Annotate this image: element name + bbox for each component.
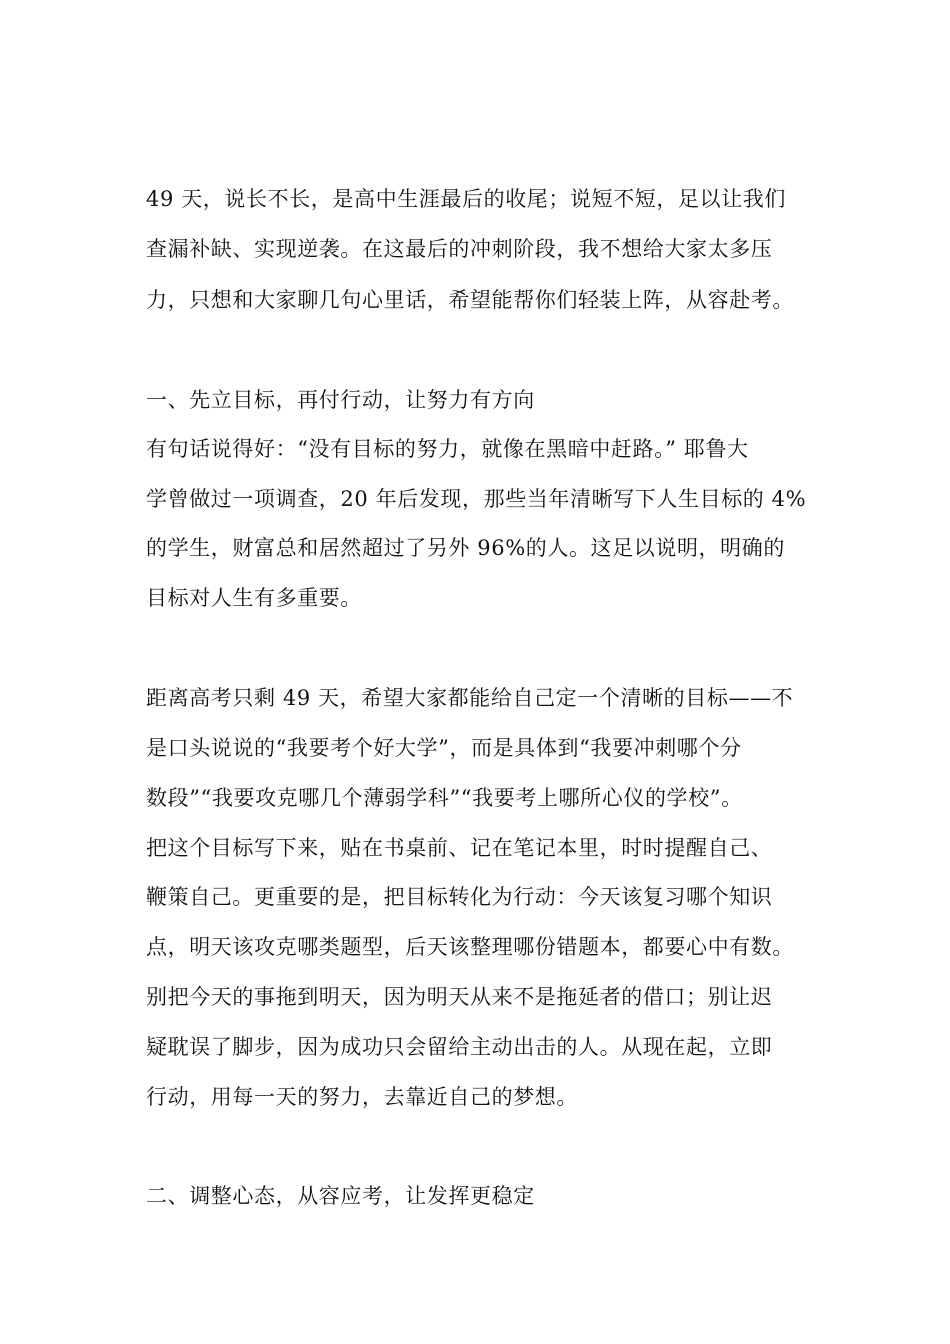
intro-line-2: 查漏补缺、实现逆袭。在这最后的冲刺阶段，我不想给大家太多压 — [146, 237, 773, 261]
section1-para2-line-1: 距离高考只剩 49 天，希望大家都能给自己定一个清晰的目标——不 — [146, 686, 794, 710]
section1-para2-line-3: 数段”“我要攻克哪几个薄弱学科”“我要考上哪所心仪的学校”。 — [146, 786, 743, 810]
section1-para1-line-3: 的学生，财富总和居然超过了另外 96%的人。这足以说明，明确的 — [146, 536, 785, 560]
section1-para2-line-2: 是口头说说的“我要考个好大学”，而是具体到“我要冲刺哪个分 — [146, 736, 742, 760]
section1-para2-line-9: 行动，用每一天的努力，去靠近自己的梦想。 — [146, 1085, 578, 1109]
section1-para2-line-6: 点，明天该攻克哪类题型，后天该整理哪份错题本，都要心中有数。 — [146, 935, 794, 959]
section1-para1-line-2: 学曾做过一项调查，20 年后发现，那些当年清晰写下人生目标的 4% — [146, 487, 807, 511]
section1-para1-line-1: 有句话说得好：“没有目标的努力，就像在黑暗中赶路。” 耶鲁大 — [146, 437, 749, 461]
intro-line-3: 力，只想和大家聊几句心里话，希望能帮你们轻装上阵，从容赴考。 — [146, 288, 794, 312]
section1-para2-line-5: 鞭策自己。更重要的是，把目标转化为行动：今天该复习哪个知识 — [146, 885, 773, 909]
section1-heading: 一、先立目标，再付行动，让努力有方向 — [146, 388, 535, 412]
section1-para1-line-4: 目标对人生有多重要。 — [146, 586, 362, 610]
section2-heading: 二、调整心态，从容应考，让发挥更稳定 — [146, 1184, 535, 1208]
section1-para2-line-7: 别把今天的事拖到明天，因为明天从来不是拖延者的借口；别让迟 — [146, 985, 773, 1009]
section1-para2-line-8: 疑耽误了脚步，因为成功只会留给主动出击的人。从现在起，立即 — [146, 1035, 773, 1059]
intro-line-1: 49 天，说长不长，是高中生涯最后的收尾；说短不短，足以让我们 — [146, 187, 786, 211]
section1-para2-line-4: 把这个目标写下来，贴在书桌前、记在笔记本里，时时提醒自己、 — [146, 836, 773, 860]
